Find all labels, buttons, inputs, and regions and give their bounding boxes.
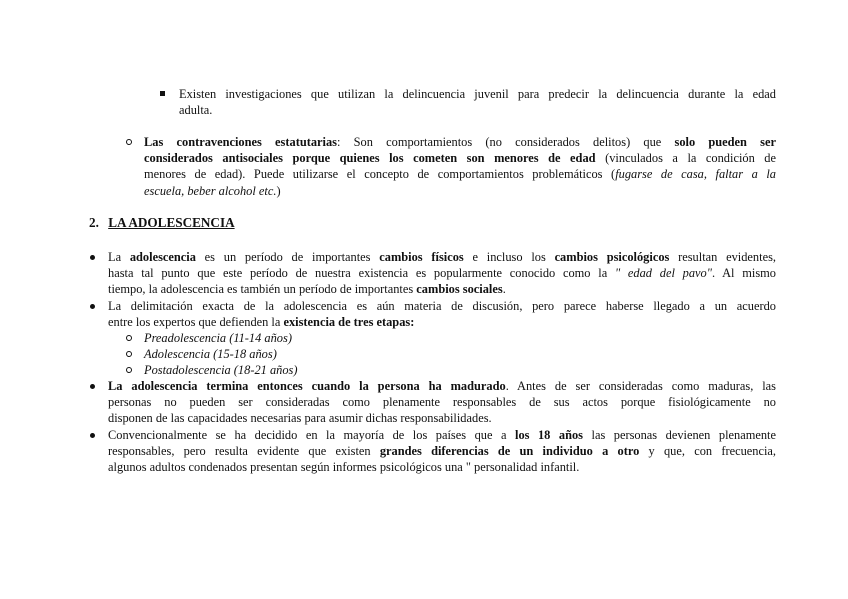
square-bullet-icon: [160, 91, 165, 96]
text-line: [108, 378, 776, 394]
text-run: y que, con frecuencia,: [639, 444, 777, 459]
text-run: Convencionalmente se ha decidido en la mayoría de los países que a: [108, 428, 515, 442]
text-run: : Son comportamientos (no considerados delitos) que: [337, 135, 675, 149]
text-line: [108, 443, 776, 459]
round-bullet-icon: [90, 433, 95, 438]
paragraph-contravenciones: [144, 134, 776, 199]
text-line: algunos adultos condenados presentan según informes psicológicos una " personalidad infantil.: [108, 460, 580, 475]
paragraph-adolescencia: [108, 249, 776, 298]
text-run: (vinculados a la condición de: [595, 151, 777, 166]
text-run: tiempo, la adolescencia es también un período de importantes: [108, 282, 417, 297]
paragraph-research: [179, 86, 776, 118]
circle-bullet-icon: [126, 367, 132, 373]
bold-term: cambios sociales: [416, 282, 503, 297]
text-run: . Al mismo: [711, 266, 776, 281]
text-line: [144, 150, 776, 166]
bold-term: grandes diferencias de un individuo a otro: [379, 444, 640, 459]
text-line: [144, 183, 776, 199]
circle-bullet-icon: [126, 335, 132, 341]
stage-label: Preadolescencia (11-14 años): [144, 331, 292, 345]
text-run: las personas devienen plenamente: [582, 428, 776, 442]
italic-run: escuela, beber alcohol etc.: [144, 183, 277, 198]
bold-term: adolescencia: [129, 250, 196, 264]
text-run: La: [108, 250, 130, 264]
section-number: 2.: [89, 215, 99, 230]
list-item: [144, 346, 277, 362]
round-bullet-icon: [90, 384, 95, 389]
text-run: es un período de importantes: [195, 250, 380, 264]
bold-term: Las contravenciones estatutarias: [144, 135, 337, 149]
text-run: . Antes de ser consideradas como maduras, las: [505, 379, 776, 393]
text-line: personas no pueden ser consideradas como plenamente responsables de sus actos porque fisiológicamente no: [108, 395, 776, 410]
text-line: [108, 249, 776, 265]
paragraph-delimitacion: [108, 298, 776, 330]
text-line: [108, 314, 776, 330]
round-bullet-icon: [90, 255, 95, 260]
text-run: entre los expertos que defienden la: [108, 315, 284, 330]
text-line: adulta.: [179, 103, 213, 118]
text-line: Existen investigaciones que utilizan la delincuencia juvenil para predecir la delincuencia durante la edad: [179, 87, 776, 101]
text-line: [108, 427, 776, 443]
text-line: [108, 265, 776, 281]
text-run: e incluso los: [463, 250, 555, 264]
text-line: [144, 134, 776, 150]
section-title: LA ADOLESCENCIA: [108, 215, 235, 230]
bold-term: considerados antisociales porque quienes los cometen son menores de edad: [144, 151, 596, 166]
text-run: responsables, pero resulta evidente que existen: [108, 444, 380, 459]
text-run: .: [502, 282, 506, 297]
paragraph-madurez: [108, 378, 776, 427]
circle-bullet-icon: [126, 139, 132, 145]
bold-term: existencia de tres etapas:: [283, 315, 415, 330]
bold-term: los 18 años: [515, 428, 583, 442]
list-item: [144, 330, 292, 346]
bold-term: cambios psicológicos: [554, 250, 670, 264]
circle-bullet-icon: [126, 351, 132, 357]
text-run: resultan evidentes,: [669, 250, 776, 264]
text-line: [108, 281, 776, 297]
text-line: [144, 166, 776, 182]
stage-label: Adolescencia (15-18 años): [144, 347, 277, 361]
round-bullet-icon: [90, 304, 95, 309]
bold-term: solo pueden ser: [674, 135, 776, 149]
bold-term: cambios físicos: [379, 250, 464, 264]
text-run: hasta tal punto que este período de nuestra existencia es popularmente conocido como la: [108, 266, 615, 281]
text-line: La delimitación exacta de la adolescencia es aún materia de discusión, pero parece haberse llegado a un acuerdo: [108, 299, 776, 313]
italic-run: " edad del pavo": [614, 266, 712, 281]
stage-label: Postadolescencia (18-21 años): [144, 363, 298, 377]
text-run: menores de edad). Puede utilizarse el concepto de comportamientos problemáticos (: [144, 167, 616, 182]
bold-term: La adolescencia termina entonces cuando la persona ha madurado: [108, 379, 506, 393]
paragraph-convencion: [108, 427, 776, 476]
text-run: ): [276, 183, 281, 198]
list-item: [144, 362, 297, 378]
text-line: disponen de las capacidades necesarias para asumir dichas responsabilidades.: [108, 411, 492, 426]
italic-run: fugarse de casa, faltar a la: [615, 167, 776, 182]
section-heading: [89, 215, 235, 231]
